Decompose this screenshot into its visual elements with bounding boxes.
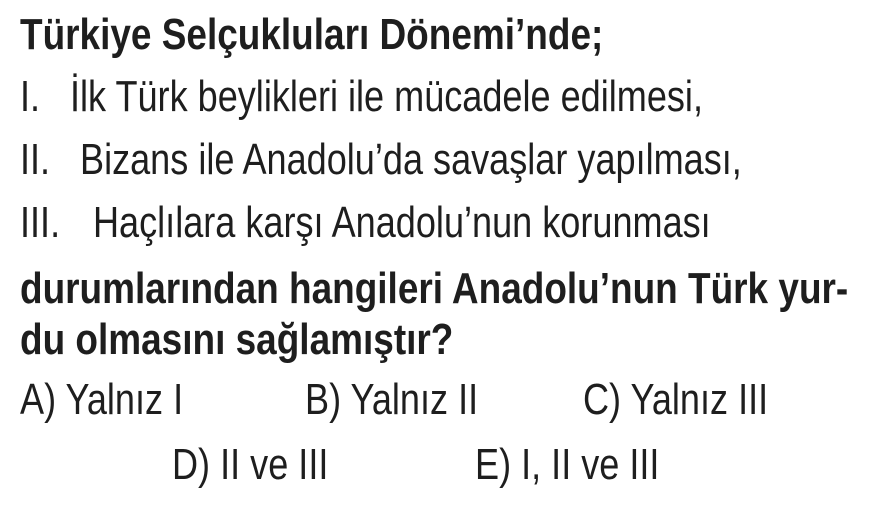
option-e[interactable]: E) I, II ve III <box>475 440 660 489</box>
list-item-1-text: İlk Türk beylikleri ile mücadele edilmesi, <box>70 72 703 121</box>
list-item-1-marker: I. <box>20 72 41 121</box>
list-item-3-marker: III. <box>20 198 61 247</box>
option-b[interactable]: B) Yalnız II <box>305 375 479 424</box>
list-item-3-text: Haçlılara karşı Anadolu’nun korunması <box>93 198 711 247</box>
option-c[interactable]: C) Yalnız III <box>583 375 769 424</box>
option-a[interactable]: A) Yalnız I <box>20 375 184 424</box>
list-item-2-marker: II. <box>20 135 51 184</box>
list-item-2-text: Bizans ile Anadolu’da savaşlar yapılması, <box>80 135 742 184</box>
question-stem-line-1: durumlarından hangileri Anadolu’nun Türk yur- <box>20 264 849 313</box>
question-intro: Türkiye Selçukluları Dönemi’nde; <box>20 10 604 59</box>
option-d[interactable]: D) II ve III <box>172 440 329 489</box>
question-stem-line-2: du olmasını sağlamıştır? <box>20 315 454 364</box>
